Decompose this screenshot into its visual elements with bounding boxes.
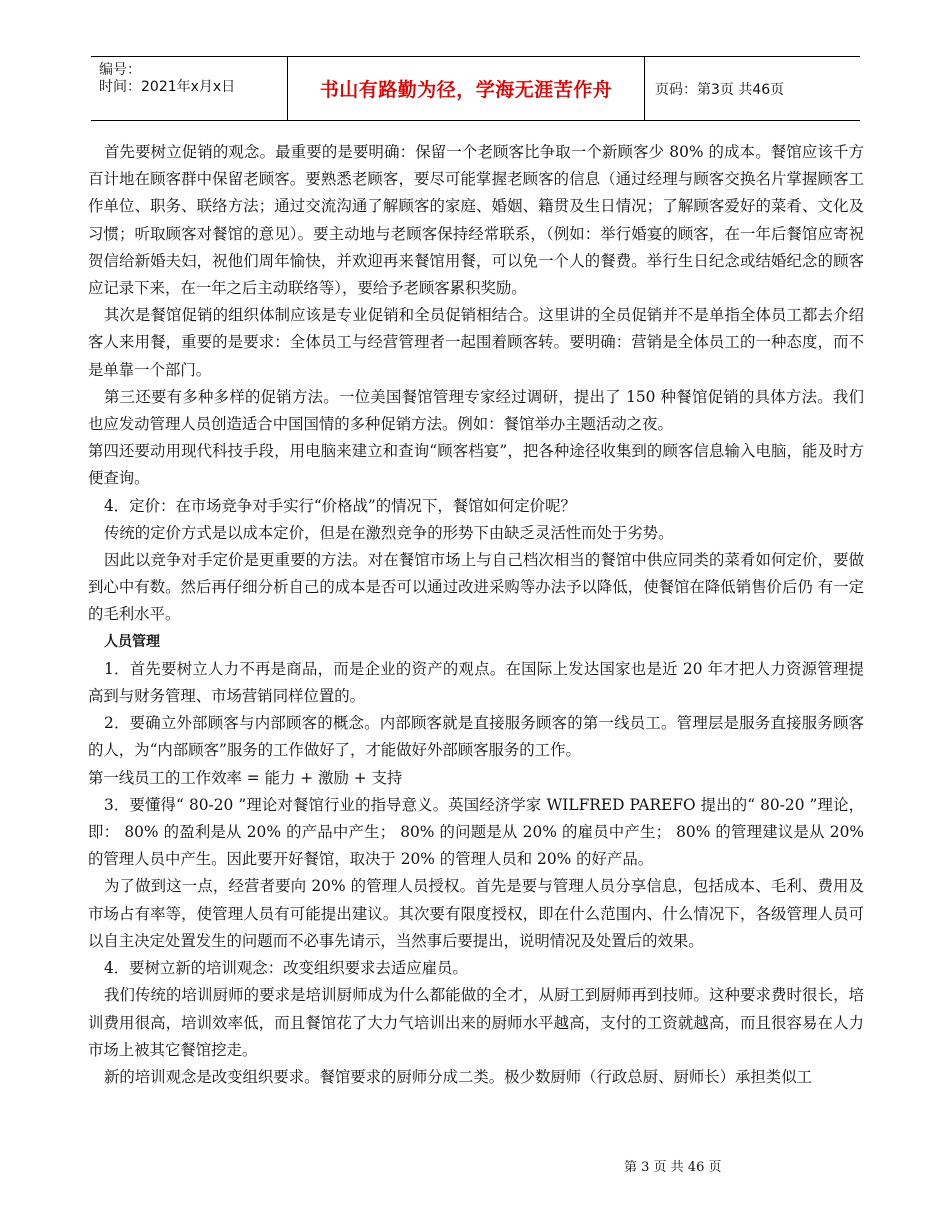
paragraph: 1．首先要树立人力不再是商品，而是企业的资产的观点。在国际上发达国家也是近 20 年才把人力资源管理提高到与财务管理、市场营销同样位置的。 [88,659,864,706]
paragraph: 因此以竞争对手定价是更重要的方法。对在餐馆市场上与自己档次相当的餐馆中供应同类的菜肴如何定价，要做到心中有数。然后再仔细分析自己的成本是否可以通过改进采购等办法予以降低，使餐馆在降低销售价后仍 有一定的毛利水平。 [88,551,864,624]
page-footer: 第 3 页 共 46 页 [624,1160,722,1175]
paragraph: 第三还要有多种多样的促销方法。一位美国餐馆管理专家经过调研，提出了 150 种餐馆促销的具体方法。我们也应发动管理人员创造适合中国国情的多种促销方法。例如：餐馆举办主题活动之夜。 [88,387,864,434]
formula-line: 第一线员工的工作效率 = 能力 + 激励 + 支持 [88,768,403,787]
paragraph: 4．要树立新的培训观念：改变组织要求去适应雇员。 [104,959,468,978]
paragraph: 2．要确立外部顾客与内部顾客的概念。内部顾客就是直接服务顾客的第一线员工。管理层是服务直接服务顾客的人，为“内部顾客”服务的工作做好了，才能做好外部顾客服务的工作。 [88,714,864,760]
paragraph: 4．定价：在市场竞争对手实行“价格战”的情况下，餐馆如何定价呢？ [104,496,576,515]
header-meta [91,57,287,120]
time-label: 时间：2021年x月x日 [99,79,236,95]
paragraph: 3．要懂得“ 80-20 ”理论对餐馆行业的指导意义。英国经济学家 WILFRED PAREFO 提出的“ 80-20 ”理论，即： 80% 的盈利是从 20% 的产品中产生； 80% 的问题是从 20% 的雇员中产生； 80% 的管理建议是从 20% 的管理人员中产生。因此要开好餐馆，取决于 20% 的管理人员和 20% 的好产品。 [88,795,864,869]
header-page-info: 页码：第3页 共46页 [655,81,785,98]
paragraph: 第四还要动用现代科技手段，用电脑来建立和查询“顾客档宴”，把各种途径收集到的顾客信息输入电脑，能及时方便查询。 [88,442,864,488]
code-label: 编号： [99,62,141,78]
header-motto: 书山有路勤为径，学海无涯苦作舟 [287,57,645,120]
paragraph: 传统的定价方式是以成本定价，但是在激烈竞争的形势下由缺乏灵活性而处于劣势。 [104,523,674,542]
section-heading: 人员管理 [104,633,160,650]
paragraph: 首先要树立促销的观念。最重要的是要明确：保留一个老顾客比争取一个新顾客少 80% 的成本。餐馆应该千方百计地在顾客群中保留老顾客。要熟悉老顾客，要尽可能掌握老顾客的信息（通过经理与顾客交换名片掌握顾客工作单位、职务、联络方法；通过交流沟通了解顾客的家庭、婚姻、籍贯及生日情况；了解顾客爱好的菜肴、文化及习惯；听取顾客对餐馆的意见）。要主动地与老顾客保持经常联系，（例如：举行婚宴的顾客，在一年后餐馆应寄祝贺信给新婚夫妇，祝他们周年愉快，并欢迎再来餐馆用餐，可以免一个人的餐费。举行生日纪念或结婚纪念的顾客应记录下来，在一年之后主动联络等），要给予老顾客累积奖励。 [88,143,864,298]
page-header [91,56,860,121]
paragraph: 我们传统的培训厨师的要求是培训厨师成为什么都能做的全才，从厨工到厨师再到技师。这种要求费时很长，培训费用很高，培训效率低，而且餐馆花了大力气培训出来的厨师水平越高，支付的工资就越高，而且很容易在人力市场上被其它餐馆挖走。 [88,986,864,1059]
paragraph: 为了做到这一点，经营者要向 20% 的管理人员授权。首先是要与管理人员分享信息，包括成本、毛利、费用及市场占有率等，使管理人员有可能提出建议。其次要有限度授权，即在什么范围内、什么情况下，各级管理人员可以自主决定处置发生的问题而不必事先请示，当然事后要提出，说明情况及处置后的效果。 [88,877,864,950]
paragraph: 新的培训观念是改变组织要求。餐馆要求的厨师分成二类。极少数厨师（行政总厨、厨师长）承担类似工 [104,1067,812,1086]
paragraph: 其次是餐馆促销的组织体制应该是专业促销和全员促销相结合。这里讲的全员促销并不是单指全体员工都去介绍客人来用餐，重要的是要求：全体员工与经营管理者一起围着顾客转。要明确：营销是全体员工的一种态度，而不是单靠一个部门。 [88,306,864,379]
document-body [88,139,864,1091]
